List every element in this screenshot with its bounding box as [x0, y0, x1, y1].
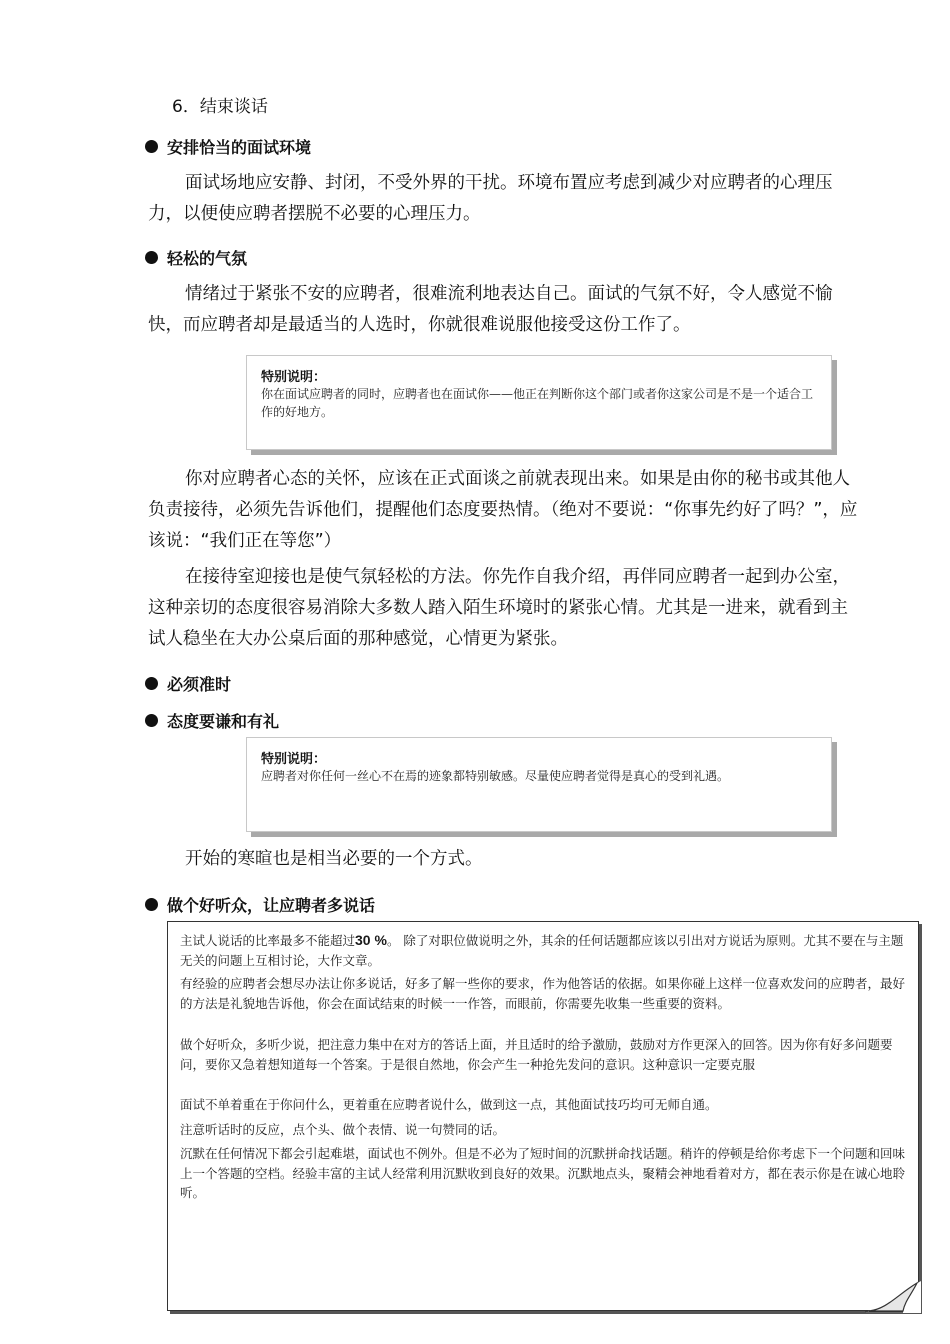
- bullet-icon: [145, 140, 158, 153]
- note-title: 特别说明：: [261, 370, 327, 385]
- heading-listener: [145, 893, 375, 916]
- paragraph-care: 你对应聘者心态的关怀，应该在正式面谈之前就表现出来。如果是由你的秘书或其他人负责接待，必须先告诉他们，提醒他们态度要热情。（绝对不要说：“你事先约好了吗？”，应该说：“我们正在等您”）: [148, 469, 858, 551]
- heading-text: 安排恰当的面试环境: [167, 138, 312, 157]
- tip-text: 主试人说话的比率最多不能超过: [180, 933, 356, 948]
- tip-item: 有经验的应聘者会想尽办法让你多说话，好多了解一些你的要求，作为他答话的依据。如果你碰上这样一位喜欢发问的应聘者，最好的方法是礼貌地告诉他，你会在面试结束的时候一一作答，而眼前，你需要先收集一些重要的资料。: [180, 976, 906, 1011]
- special-note: [246, 737, 832, 832]
- bullet-icon: [145, 251, 158, 264]
- heading-text: 必须准时: [167, 675, 232, 694]
- heading-punctual: [145, 672, 231, 695]
- heading-text: 轻松的气氛: [167, 249, 248, 268]
- heading-text: 做个好听众，让应聘者多说话: [167, 896, 376, 915]
- tip-item: 沉默在任何情况下都会引起难堪，面试也不例外。但是不必为了短时间的沉默拼命找话题。稍许的停顿是给你考虑下一个问题和回味上一个答题的空档。经验丰富的主试人经常利用沉默收到良好的效果。沉默地点头，聚精会神地看着对方，都在表示你是在诚心地聆听。: [180, 1146, 906, 1200]
- heading-atmosphere: [145, 246, 247, 269]
- tip-item: 面试不单着重在于你问什么，更着重在应聘者说什么，做到这一点，其他面试技巧均可无师自通。: [180, 1097, 718, 1112]
- page-curl-icon: [865, 1281, 921, 1313]
- note-title: 特别说明：: [261, 752, 327, 767]
- paragraph-greeting: 开始的寒暄也是相当必要的一个方式。: [185, 849, 483, 869]
- tip-text: 。 除了对职位做说明之外，其余的任何话题都应该以引出对方说话为原则。尤其不要在与主题无关的问题上互相讨论，大作文章。: [180, 933, 904, 968]
- note-body: 你在面试应聘者的同时，应聘者也在面试你——他正在判断你这个部门或者你这家公司是不是一个适合工作的好地方。: [261, 387, 814, 419]
- tip-item: 做个好听众，多听少说，把注意力集中在对方的答话上面，并且适时的给予激励，鼓励对方作更深入的回答。因为你有好多问题要问，要你又急着想知道每一个答案。于是很自然地，你会产生一种抢先发问的意识。这种意识一定要克服: [180, 1037, 893, 1072]
- heading-polite: [145, 709, 279, 732]
- heading-text: 态度要谦和有礼: [167, 712, 280, 731]
- special-note: [246, 355, 832, 450]
- heading-environment: [145, 135, 311, 158]
- paragraph-reception: 在接待室迎接也是使气氛轻松的方法。你先作自我介绍，再伴同应聘者一起到办公室，这种亲切的态度很容易消除大多数人踏入陌生环境时的紧张心情。尤其是一进来，就看到主试人稳坐在大办公桌后面的那种感觉，心情更为紧张。: [148, 567, 850, 649]
- note-body: 应聘者对你任何一丝心不在焉的迹象都特别敏感。尽量使应聘者觉得是真心的受到礼遇。: [261, 769, 730, 783]
- tips-box: [167, 921, 919, 1311]
- paragraph-environment: 面试场地应安静、封闭，不受外界的干扰。环境布置应考虑到减少对应聘者的心理压力，以便使应聘者摆脱不必要的心理压力。: [148, 173, 833, 224]
- bullet-icon: [145, 898, 158, 911]
- tip-item: [180, 931, 908, 970]
- tip-highlight: 30 %: [355, 932, 387, 948]
- paragraph-atmosphere: 情绪过于紧张不安的应聘者，很难流利地表达自己。面试的气氛不好，令人感觉不愉快，而应聘者却是最适当的人选时，你就很难说服他接受这份工作了。: [148, 284, 833, 335]
- bullet-icon: [145, 714, 158, 727]
- tip-item: 注意听话时的反应，点个头、做个表情、说一句赞同的话。: [180, 1122, 506, 1137]
- section-title: 6．结束谈话: [172, 97, 268, 117]
- bullet-icon: [145, 677, 158, 690]
